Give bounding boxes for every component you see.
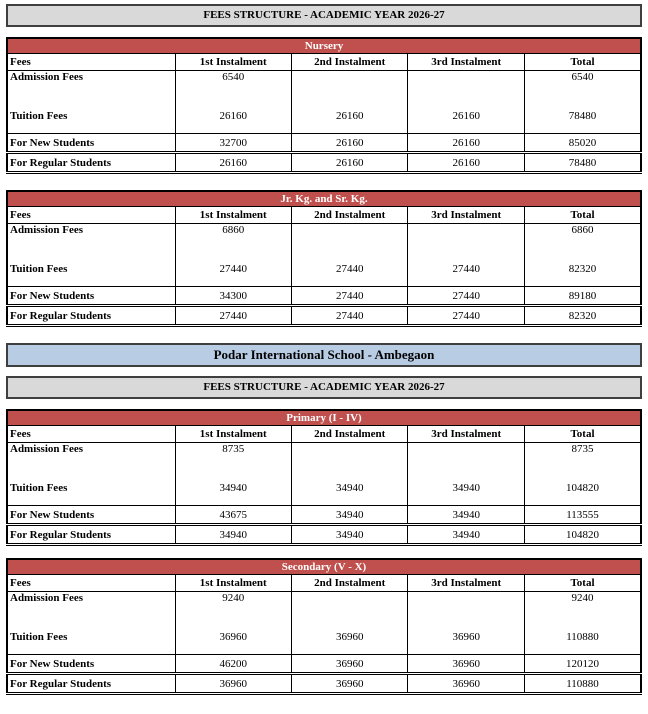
cell-value: 27440 xyxy=(408,252,524,287)
spacer xyxy=(6,27,642,37)
table-row xyxy=(7,306,641,326)
cell-value: 34940 xyxy=(292,525,408,545)
column-header-total: Total xyxy=(524,426,641,443)
table-row xyxy=(7,674,641,694)
cell-value: 6540 xyxy=(175,71,291,100)
cell-value: 85020 xyxy=(524,134,641,153)
row-label: For Regular Students xyxy=(7,306,175,326)
table-row xyxy=(7,471,641,506)
fees-table-primary xyxy=(6,409,642,546)
cell-value: 8735 xyxy=(524,443,641,472)
table-row xyxy=(7,99,641,134)
cell-value: 8735 xyxy=(175,443,291,472)
cell-value: 34940 xyxy=(408,506,524,525)
cell-value: 36960 xyxy=(408,655,524,674)
section-title-nursery: Nursery xyxy=(7,38,641,54)
cell-value: 113555 xyxy=(524,506,641,525)
row-label: For Regular Students xyxy=(7,525,175,545)
cell-value: 36960 xyxy=(292,620,408,655)
cell-value: 36960 xyxy=(408,620,524,655)
column-header-2nd-instalment: 2nd Instalment xyxy=(292,54,408,71)
cell-value: 34940 xyxy=(408,525,524,545)
cell-value: 26160 xyxy=(408,134,524,153)
cell-value: 104820 xyxy=(524,525,641,545)
cell-value xyxy=(292,443,408,472)
table-row xyxy=(7,252,641,287)
column-header-2nd-instalment: 2nd Instalment xyxy=(292,575,408,592)
row-label: Admission Fees xyxy=(7,592,175,621)
column-header-3rd-instalment: 3rd Instalment xyxy=(408,207,524,224)
column-header-1st-instalment: 1st Instalment xyxy=(175,207,291,224)
cell-value: 34940 xyxy=(175,471,291,506)
cell-value: 9240 xyxy=(175,592,291,621)
cell-value: 27440 xyxy=(292,252,408,287)
cell-value: 82320 xyxy=(524,306,641,326)
cell-value xyxy=(292,592,408,621)
spacer xyxy=(6,367,642,376)
cell-value: 78480 xyxy=(524,153,641,173)
cell-value xyxy=(408,224,524,253)
fees-structure-banner-second: FEES STRUCTURE - ACADEMIC YEAR 2026-27 xyxy=(6,376,642,399)
cell-value: 34940 xyxy=(175,525,291,545)
cell-value: 26160 xyxy=(292,134,408,153)
cell-value xyxy=(292,224,408,253)
cell-value: 36960 xyxy=(292,655,408,674)
cell-value: 104820 xyxy=(524,471,641,506)
column-header-2nd-instalment: 2nd Instalment xyxy=(292,207,408,224)
table-row xyxy=(7,153,641,173)
table-row xyxy=(7,655,641,674)
school-name-banner: Podar International School - Ambegaon xyxy=(6,343,642,367)
column-header-fees: Fees xyxy=(7,426,175,443)
section-title-jr-sr-kg: Jr. Kg. and Sr. Kg. xyxy=(7,191,641,207)
cell-value: 36960 xyxy=(292,674,408,694)
cell-value: 27440 xyxy=(175,252,291,287)
cell-value: 27440 xyxy=(408,306,524,326)
row-label: For New Students xyxy=(7,655,175,674)
cell-value xyxy=(292,71,408,100)
table-header-row xyxy=(7,426,641,443)
section-title-primary: Primary (I - IV) xyxy=(7,410,641,426)
row-label: Tuition Fees xyxy=(7,620,175,655)
row-label: For Regular Students xyxy=(7,153,175,173)
cell-value: 78480 xyxy=(524,99,641,134)
cell-value: 26160 xyxy=(292,99,408,134)
spacer xyxy=(6,546,642,558)
cell-value: 27440 xyxy=(175,306,291,326)
cell-value xyxy=(408,71,524,100)
cell-value: 27440 xyxy=(292,306,408,326)
cell-value: 82320 xyxy=(524,252,641,287)
column-header-3rd-instalment: 3rd Instalment xyxy=(408,575,524,592)
column-header-1st-instalment: 1st Instalment xyxy=(175,575,291,592)
table-row xyxy=(7,592,641,621)
cell-value: 36960 xyxy=(408,674,524,694)
row-label: Admission Fees xyxy=(7,71,175,100)
column-header-total: Total xyxy=(524,575,641,592)
column-header-total: Total xyxy=(524,207,641,224)
spacer xyxy=(6,174,642,190)
table-row xyxy=(7,525,641,545)
cell-value: 26160 xyxy=(408,99,524,134)
table-header-row xyxy=(7,54,641,71)
cell-value: 26160 xyxy=(175,153,291,173)
fees-table-secondary xyxy=(6,558,642,695)
cell-value: 36960 xyxy=(175,620,291,655)
cell-value: 89180 xyxy=(524,287,641,306)
row-label: For New Students xyxy=(7,134,175,153)
row-label: Admission Fees xyxy=(7,443,175,472)
table-header-row xyxy=(7,207,641,224)
cell-value: 27440 xyxy=(292,287,408,306)
column-header-3rd-instalment: 3rd Instalment xyxy=(408,54,524,71)
cell-value: 26160 xyxy=(408,153,524,173)
table-row xyxy=(7,134,641,153)
table-row xyxy=(7,287,641,306)
column-header-fees: Fees xyxy=(7,207,175,224)
row-label: For New Students xyxy=(7,287,175,306)
column-header-3rd-instalment: 3rd Instalment xyxy=(408,426,524,443)
cell-value: 110880 xyxy=(524,620,641,655)
cell-value: 32700 xyxy=(175,134,291,153)
cell-value: 26160 xyxy=(175,99,291,134)
column-header-1st-instalment: 1st Instalment xyxy=(175,426,291,443)
row-label: Tuition Fees xyxy=(7,471,175,506)
cell-value: 43675 xyxy=(175,506,291,525)
cell-value: 9240 xyxy=(524,592,641,621)
spacer xyxy=(6,327,642,343)
row-label: For Regular Students xyxy=(7,674,175,694)
cell-value: 34300 xyxy=(175,287,291,306)
table-row xyxy=(7,443,641,472)
column-header-2nd-instalment: 2nd Instalment xyxy=(292,426,408,443)
table-row xyxy=(7,71,641,100)
spacer xyxy=(6,399,642,409)
row-label: For New Students xyxy=(7,506,175,525)
table-row xyxy=(7,506,641,525)
table-header-row xyxy=(7,575,641,592)
cell-value: 27440 xyxy=(408,287,524,306)
cell-value: 120120 xyxy=(524,655,641,674)
row-label: Tuition Fees xyxy=(7,252,175,287)
row-label: Admission Fees xyxy=(7,224,175,253)
fees-table-jr-sr-kg xyxy=(6,190,642,327)
column-header-total: Total xyxy=(524,54,641,71)
cell-value: 46200 xyxy=(175,655,291,674)
cell-value xyxy=(408,443,524,472)
fees-structure-banner-top: FEES STRUCTURE - ACADEMIC YEAR 2026-27 xyxy=(6,4,642,27)
column-header-1st-instalment: 1st Instalment xyxy=(175,54,291,71)
cell-value: 6540 xyxy=(524,71,641,100)
cell-value: 34940 xyxy=(292,471,408,506)
cell-value xyxy=(408,592,524,621)
table-row xyxy=(7,224,641,253)
cell-value: 26160 xyxy=(292,153,408,173)
section-title-secondary: Secondary (V - X) xyxy=(7,559,641,575)
cell-value: 6860 xyxy=(175,224,291,253)
cell-value: 6860 xyxy=(524,224,641,253)
column-header-fees: Fees xyxy=(7,54,175,71)
table-row xyxy=(7,620,641,655)
fees-table-nursery xyxy=(6,37,642,174)
cell-value: 110880 xyxy=(524,674,641,694)
cell-value: 34940 xyxy=(408,471,524,506)
column-header-fees: Fees xyxy=(7,575,175,592)
cell-value: 34940 xyxy=(292,506,408,525)
row-label: Tuition Fees xyxy=(7,99,175,134)
cell-value: 36960 xyxy=(175,674,291,694)
